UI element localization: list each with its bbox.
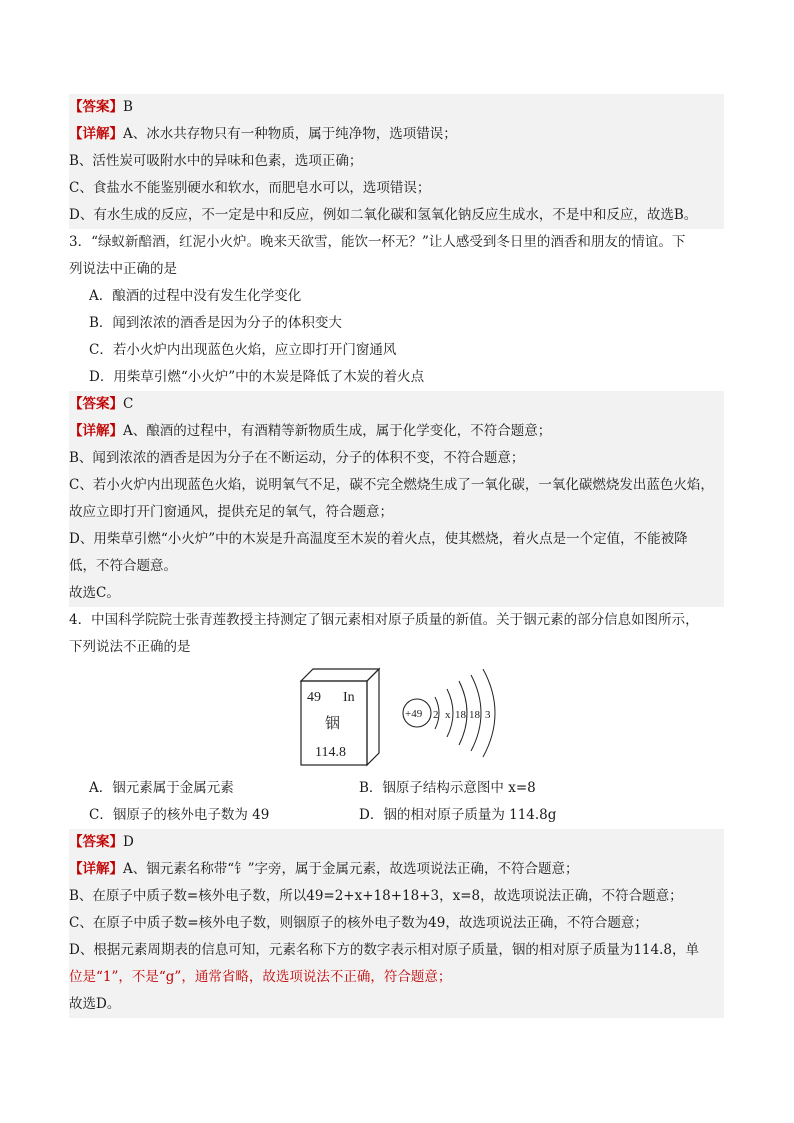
answer-tag: 【答案】 (69, 99, 123, 115)
indium-diagram (295, 665, 565, 769)
q4-detail-text: A、铟元素名称带“钅”字旁，属于金属元素，故选项说法正确，不符合题意； (123, 861, 579, 877)
atomic-number: 49 (307, 690, 321, 705)
q3-detail-line-5: D、用柴草引燃“小火炉”中的木炭是升高温度至木炭的着火点，使其燃烧，着火点是一个定值，不能被降 (69, 526, 724, 553)
q4-stem-line-2: 下列说法不正确的是 (69, 634, 724, 661)
q4-detail-line-5: 位是“1”，不是“g”，通常省略，故选项说法不正确，符合题意； (69, 964, 724, 991)
q2-detail-text: A、冰水共存物只有一种物质，属于纯净物，选项错误； (123, 126, 457, 142)
detail-tag: 【详解】 (69, 861, 123, 877)
q4-options-row-2 (69, 802, 724, 829)
q3-detail-line-2: B、闻到浓浓的酒香是因为分子在不断运动，分子的体积不变，不符合题意； (69, 445, 724, 472)
shell-3-count: 18 (455, 709, 466, 721)
q3-detail-line-3: C、若小火炉内出现蓝色火焰，说明氧气不足，碳不完全燃烧生成了一氧化碳，一氧化碳燃烧发出蓝色火焰， (69, 472, 724, 499)
q3-answer-line (69, 391, 724, 418)
q3-detail-line-4: 故应立即打开门窗通风，提供充足的氧气，符合题意； (69, 499, 724, 526)
q3-option-c: C．若小火炉内出现蓝色火焰，应立即打开门窗通风 (89, 342, 397, 358)
element-symbol: In (343, 690, 355, 705)
detail-tag: 【详解】 (69, 423, 123, 439)
indium-figure (69, 665, 724, 773)
q4-detail-line-6: 故选D。 (69, 991, 724, 1018)
document-page (69, 94, 724, 1018)
q3-option-b: B．闻到浓浓的酒香是因为分子的体积变大 (89, 315, 342, 331)
q3-detail-line-7: 故选C。 (69, 580, 724, 607)
q4-detail-line-4: D、根据元素周期表的信息可知，元素名称下方的数字表示相对原子质量，铟的相对原子质量为114.8，单 (69, 937, 724, 964)
shell-4-count: 18 (469, 709, 480, 721)
q4-option-d: D．铟的相对原子质量为 114.8g (359, 807, 557, 823)
q3-stem-line-1: 3．“绿蚁新醅酒，红泥小火炉。晚来天欲雪，能饮一杯无？”让人感受到冬日里的酒香和朋友的情谊。下 (69, 229, 724, 256)
q2-detail-line-2: B、活性炭可吸附水中的异味和色素，选项正确； (69, 148, 724, 175)
q3-detail-line-6: 低，不符合题意。 (69, 553, 724, 580)
q3-detail-text: A、酿酒的过程中，有酒精等新物质生成，属于化学变化，不符合题意； (123, 423, 552, 439)
q2-answer-value: B (123, 99, 133, 115)
element-name: 铟 (325, 714, 341, 732)
q3-answer-value: C (123, 396, 134, 412)
shell-1-count: 2 (433, 709, 439, 721)
q4-detail-line-3: C、在原子中质子数=核外电子数，则铟原子的核外电子数为49，故选项说法正确，不符合题意； (69, 910, 724, 937)
q4-detail-line-2: B、在原子中质子数=核外电子数，所以49=2+x+18+18+3，x=8，故选项说法正确，不符合题意； (69, 883, 724, 910)
q2-detail-line-4: D、有水生成的反应，不一定是中和反应，例如二氧化碳和氢氧化钠反应生成水，不是中和反应，故选B。 (69, 202, 724, 229)
q2-detail-line-1 (69, 121, 724, 148)
q2-detail-line-3: C、食盐水不能鉴别硬水和软水，而肥皂水可以，选项错误； (69, 175, 724, 202)
q4-option-c: C．铟原子的核外电子数为 49 (89, 807, 270, 823)
q3-stem-line-2: 列说法中正确的是 (69, 256, 724, 283)
shell-2-count: x (445, 709, 451, 721)
atomic-mass: 114.8 (315, 745, 346, 760)
q4-options-row-1 (69, 775, 724, 802)
shell-5-count: 3 (485, 709, 491, 721)
answer-tag: 【答案】 (69, 396, 123, 412)
answer-tag: 【答案】 (69, 834, 123, 850)
q4-answer-line (69, 829, 724, 856)
q4-detail-line-1 (69, 856, 724, 883)
nucleus-charge: +49 (405, 708, 423, 720)
q2-answer-line (69, 94, 724, 121)
q3-option-d: D．用柴草引燃“小火炉”中的木炭是降低了木炭的着火点 (89, 369, 425, 385)
q4-stem-line-1: 4．中国科学院院士张青莲教授主持测定了铟元素相对原子质量的新值。关于铟元素的部分信息如图所示， (69, 607, 724, 634)
q4-option-a: A．铟元素属于金属元素 (89, 780, 234, 796)
q4-option-b: B．铟原子结构示意图中 x=8 (359, 780, 536, 796)
q3-option-a: A．酿酒的过程中没有发生化学变化 (89, 288, 302, 304)
q3-detail-line-1 (69, 418, 724, 445)
detail-tag: 【详解】 (69, 126, 123, 142)
q4-answer-value: D (123, 834, 134, 850)
